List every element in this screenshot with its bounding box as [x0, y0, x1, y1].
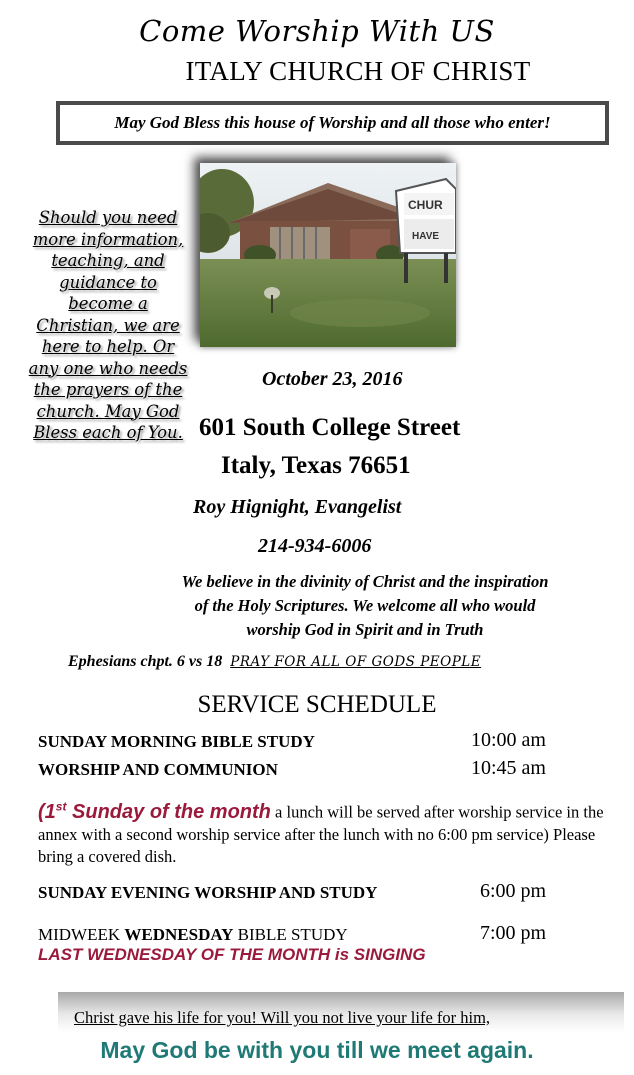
belief-line-2: of the Holy Scriptures. We welcome all who would: [194, 596, 536, 615]
scripture-reference: [68, 653, 481, 671]
address-line-1: 601 South College Street: [199, 414, 461, 441]
evening-service-time: 6:00 pm: [480, 880, 547, 902]
church-photo: [200, 163, 456, 347]
sign-text-top: CHUR: [408, 198, 443, 212]
belief-statement: [130, 570, 600, 642]
pray-callout: PRAY FOR ALL OF GODS PEOPLE: [230, 654, 482, 670]
church-photo-image: [200, 163, 456, 347]
blessing-text: May God Bless this house of Worship and all those who enter!: [114, 113, 551, 132]
schedule-row-label: WORSHIP AND COMMUNION: [38, 760, 278, 779]
schedule-title: SERVICE SCHEDULE: [197, 691, 437, 718]
phone-number: 214-934-6006: [258, 535, 372, 557]
schedule-row-label: SUNDAY MORNING BIBLE STUDY: [38, 732, 315, 751]
bulletin-date: October 23, 2016: [262, 368, 403, 390]
closing-blessing: May God be with you till we meet again.: [100, 1037, 534, 1063]
verse-text: Ephesians chpt. 6 vs 18: [68, 653, 223, 670]
side-note: Should you need more information, teaching, and guidance to become a Christian, we are here to help. Or any one who needs the prayers of the church. May God Bless each of You.: [28, 208, 188, 442]
midweek-service-time: 7:00 pm: [480, 922, 547, 944]
first-sunday-lead: (1st Sunday of the month: [38, 799, 271, 823]
belief-line-3: worship God in Spirit and in Truth: [246, 620, 484, 639]
script-title: Come Worship With US: [139, 14, 495, 48]
belief-line-1: We believe in the divinity of Christ and the inspiration: [181, 572, 549, 591]
church-name: ITALY CHURCH OF CHRIST: [185, 56, 531, 86]
blessing-banner: [56, 101, 609, 145]
sign-text-bottom: HAVE: [412, 231, 440, 242]
footer-message: Christ gave his life for you! Will you not live your life for him,: [74, 1008, 491, 1027]
preacher-name: Roy Hignight, Evangelist: [193, 496, 402, 518]
address-line-2: Italy, Texas 76651: [221, 452, 411, 479]
schedule-row-time: 10:00 am: [471, 729, 546, 751]
singing-note: LAST WEDNESDAY OF THE MONTH is SINGING: [38, 945, 426, 964]
schedule-row-time: 10:45 am: [471, 757, 546, 779]
midweek-service-label: MIDWEEK WEDNESDAY BIBLE STUDY: [38, 925, 348, 944]
evening-service-label: SUNDAY EVENING WORSHIP AND STUDY: [38, 883, 378, 902]
first-sunday-note: [38, 795, 610, 868]
first-sunday-details: a lunch will be served after worship service in the annex with a second worship service after the lunch with no 6:00 pm service) Please bring a covered dish.: [38, 802, 604, 866]
